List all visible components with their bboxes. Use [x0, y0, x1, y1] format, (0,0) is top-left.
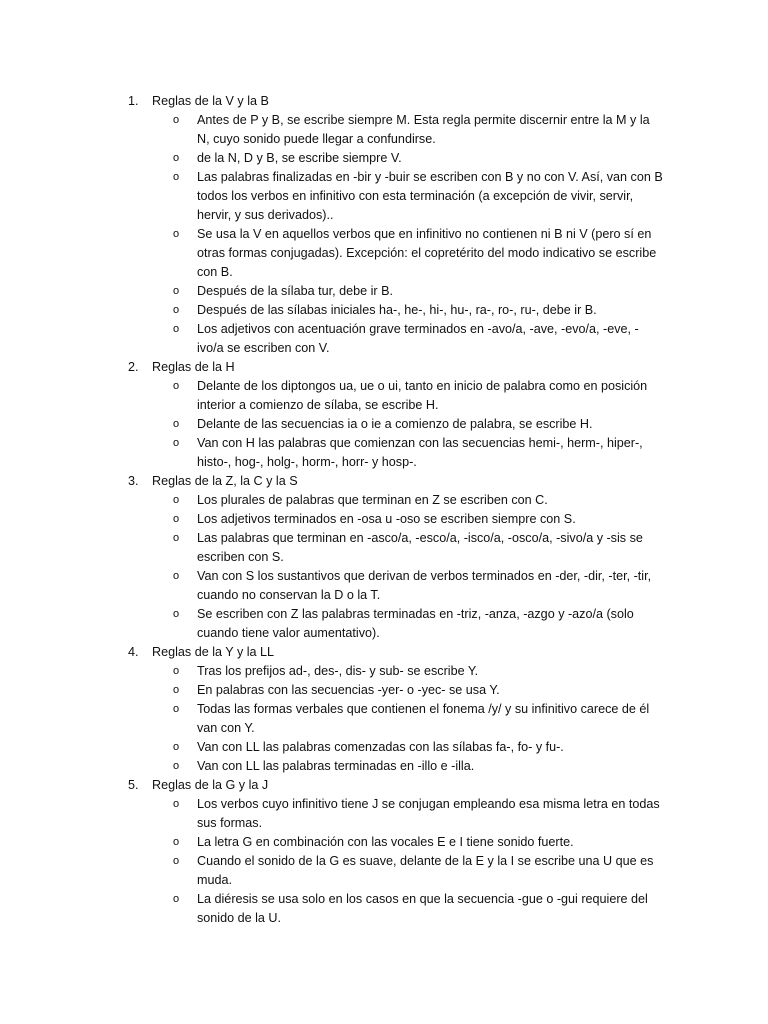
- list-item: [0, 852, 665, 890]
- section-number: 4.: [128, 645, 139, 659]
- bullet-icon: o: [173, 228, 180, 240]
- section-number: 5.: [128, 778, 139, 792]
- section-title: Reglas de la G y la J: [152, 778, 269, 792]
- section-heading: [0, 358, 768, 377]
- list-item: [0, 890, 665, 928]
- bullet-icon: o: [173, 760, 180, 772]
- bullet-icon: o: [173, 684, 180, 696]
- bullet-icon: o: [173, 513, 180, 525]
- list-item: [0, 168, 665, 225]
- section-y-ll: [0, 643, 768, 776]
- list-item-text: Las palabras que terminan en -asco/a, -esco/a, -isco/a, -osco/a, -sivo/a y -sis se escriben con S.: [197, 531, 643, 564]
- list-item-text: Se escriben con Z las palabras terminadas en -triz, -anza, -azgo y -azo/a (solo cuando tiene valor aumentativo).: [197, 607, 634, 640]
- section-heading: [0, 776, 768, 795]
- list-item-text: Los plurales de palabras que terminan en Z se escriben con C.: [197, 493, 548, 507]
- list-item: [0, 738, 665, 757]
- list-item: [0, 529, 665, 567]
- list-item-text: En palabras con las secuencias -yer- o -yec- se usa Y.: [197, 683, 500, 697]
- bullet-icon: o: [173, 703, 180, 715]
- list-item: [0, 662, 665, 681]
- bullet-icon: o: [173, 741, 180, 753]
- list-item-text: Después de la sílaba tur, debe ir B.: [197, 284, 394, 298]
- list-item-text: Van con S los sustantivos que derivan de verbos terminados en -der, -dir, -ter, -tir, cuando no conservan la D o la T.: [197, 569, 652, 602]
- list-item-text: Todas las formas verbales que contienen el fonema /y/ y su infinitivo carece de él van con Y.: [197, 702, 650, 735]
- section-h: [0, 358, 768, 472]
- list-item: [0, 149, 665, 168]
- list-item: [0, 377, 665, 415]
- bullet-icon: o: [173, 304, 180, 316]
- section-g-j: [0, 776, 768, 928]
- list-item: [0, 491, 665, 510]
- list-item-text: Los adjetivos terminados en -osa u -oso se escriben siempre con S.: [197, 512, 576, 526]
- list-item: [0, 225, 665, 282]
- section-heading: [0, 472, 768, 491]
- section-number: 1.: [128, 94, 139, 108]
- list-item: [0, 795, 665, 833]
- bullet-icon: o: [173, 437, 180, 449]
- list-item-text: Van con H las palabras que comienzan con las secuencias hemi-, herm-, hiper-, histo-, hog-, holg-, horm-, horr- y hosp-.: [197, 436, 643, 469]
- list-item-text: de la N, D y B, se escribe siempre V.: [197, 151, 402, 165]
- list-item-text: Los adjetivos con acentuación grave terminados en -avo/a, -ave, -evo/a, -eve, -ivo/a se escriben con V.: [197, 322, 639, 355]
- section-number: 2.: [128, 360, 139, 374]
- bullet-icon: o: [173, 855, 180, 867]
- bullet-icon: o: [173, 608, 180, 620]
- bullet-icon: o: [173, 285, 180, 297]
- bullet-icon: o: [173, 494, 180, 506]
- list-item: [0, 415, 665, 434]
- bullet-icon: o: [173, 798, 180, 810]
- section-title: Reglas de la Z, la C y la S: [152, 474, 298, 488]
- section-title: Reglas de la V y la B: [152, 94, 269, 108]
- bullet-icon: o: [173, 380, 180, 392]
- bullet-icon: o: [173, 152, 180, 164]
- list-item-text: La letra G en combinación con las vocales E e I tiene sonido fuerte.: [197, 835, 574, 849]
- list-item: [0, 320, 665, 358]
- section-title: Reglas de la Y y la LL: [152, 645, 275, 659]
- list-item-text: Se usa la V en aquellos verbos que en infinitivo no contienen ni B ni V (pero sí en otras formas conjugadas). Excepción: el copretérito del modo indicativo se escribe con B.: [197, 227, 657, 279]
- list-item-text: Delante de los diptongos ua, ue o ui, tanto en inicio de palabra como en posición interior a comienzo de sílaba, se escribe H.: [197, 379, 648, 412]
- section-z-c-s: [0, 472, 768, 643]
- document-page: [0, 92, 768, 928]
- list-item: [0, 510, 665, 529]
- bullet-icon: o: [173, 836, 180, 848]
- bullet-icon: o: [173, 171, 180, 183]
- list-item-text: Van con LL las palabras terminadas en -illo e -illa.: [197, 759, 475, 773]
- list-item: [0, 681, 665, 700]
- bullet-icon: o: [173, 323, 180, 335]
- list-item-text: Los verbos cuyo infinitivo tiene J se conjugan empleando esa misma letra en todas sus formas.: [197, 797, 660, 830]
- section-title: Reglas de la H: [152, 360, 235, 374]
- list-item: [0, 434, 665, 472]
- list-item-text: Van con LL las palabras comenzadas con las sílabas fa-, fo- y fu-.: [197, 740, 564, 754]
- list-item-text: La diéresis se usa solo en los casos en que la secuencia -gue o -gui requiere del sonido de la U.: [197, 892, 648, 925]
- list-item: [0, 301, 665, 320]
- list-item: [0, 700, 665, 738]
- list-item-text: Tras los prefijos ad-, des-, dis- y sub- se escribe Y.: [197, 664, 479, 678]
- list-item: [0, 757, 665, 776]
- list-item-text: Antes de P y B, se escribe siempre M. Esta regla permite discernir entre la M y la N, cuyo sonido puede llegar a confundirse.: [197, 113, 650, 146]
- list-item-text: Cuando el sonido de la G es suave, delante de la E y la I se escribe una U que es muda.: [197, 854, 654, 887]
- list-item: [0, 282, 665, 301]
- list-item: [0, 605, 665, 643]
- bullet-icon: o: [173, 893, 180, 905]
- list-item: [0, 567, 665, 605]
- bullet-icon: o: [173, 665, 180, 677]
- list-item: [0, 111, 665, 149]
- section-number: 3.: [128, 474, 139, 488]
- bullet-icon: o: [173, 418, 180, 430]
- bullet-icon: o: [173, 570, 180, 582]
- bullet-icon: o: [173, 114, 180, 126]
- bullet-icon: o: [173, 532, 180, 544]
- section-heading: [0, 92, 768, 111]
- list-item-text: Delante de las secuencias ia o ie a comienzo de palabra, se escribe H.: [197, 417, 593, 431]
- section-v-b: [0, 92, 768, 358]
- section-heading: [0, 643, 768, 662]
- list-item-text: Después de las sílabas iniciales ha-, he-, hi-, hu-, ra-, ro-, ru-, debe ir B.: [197, 303, 597, 317]
- list-item: [0, 833, 665, 852]
- list-item-text: Las palabras finalizadas en -bir y -buir se escriben con B y no con V. Así, van con B todos los verbos en infinitivo con esta terminación (a excepción de vivir, servir, hervir, y sus derivados)..: [197, 170, 663, 222]
